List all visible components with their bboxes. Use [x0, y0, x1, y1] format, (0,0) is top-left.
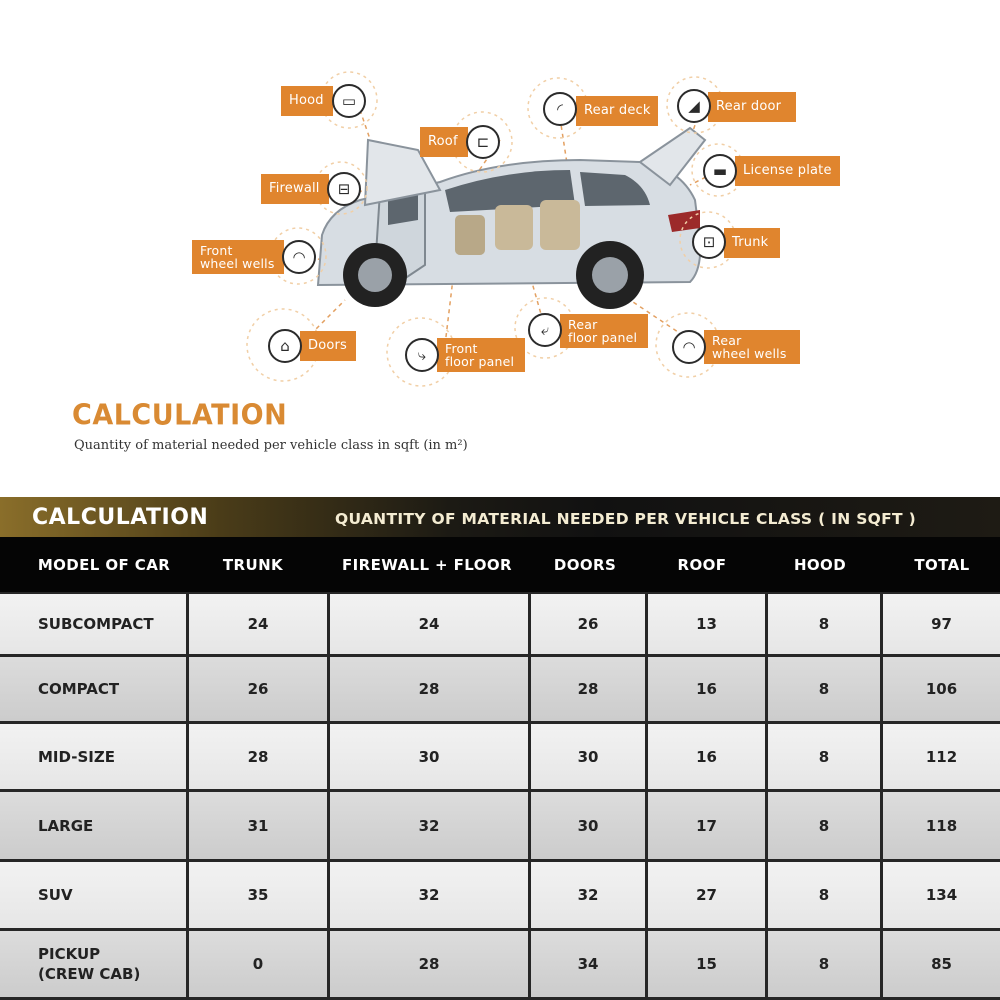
table-cell-doors: 30	[531, 792, 645, 859]
table-cell-roof: 27	[648, 862, 765, 928]
table-cell-total: 112	[883, 724, 1000, 789]
table-cell-firewall-floor: 32	[330, 792, 528, 859]
callout-firewall: Firewall	[261, 174, 329, 204]
front-floor-panel-icon: ⤷	[405, 338, 439, 372]
row-model-name: MID-SIZE	[0, 724, 186, 789]
callout-license-plate: License plate	[735, 156, 840, 186]
callout-rear-door: Rear door	[708, 92, 796, 122]
table-cell-total: 85	[883, 931, 1000, 997]
callout-hood: Hood	[281, 86, 333, 116]
callout-rear-deck: Rear deck	[576, 96, 658, 126]
row-model-name: SUV	[0, 862, 186, 928]
car-insulation-diagram	[0, 0, 1000, 395]
table-cell-trunk: 24	[189, 594, 327, 654]
firewall-icon: ⊟	[327, 172, 361, 206]
front-wheel-wells-icon: ◠	[282, 240, 316, 274]
car-body	[318, 128, 705, 309]
table-cell-total: 134	[883, 862, 1000, 928]
table-cell-doors: 30	[531, 724, 645, 789]
table-cell-hood: 8	[768, 931, 880, 997]
table-cell-firewall-floor: 32	[330, 862, 528, 928]
table-title: CALCULATION	[32, 505, 209, 530]
doors-icon: ⌂	[268, 329, 302, 363]
license-plate-icon: ▬	[703, 154, 737, 188]
rear-deck-icon: ◜	[543, 92, 577, 126]
table-cell-roof: 16	[648, 657, 765, 721]
column-header-trunk: TRUNK	[222, 555, 284, 574]
table-cell-hood: 8	[768, 657, 880, 721]
table-cell-trunk: 35	[189, 862, 327, 928]
table-cell-roof: 13	[648, 594, 765, 654]
trunk-icon: ⊡	[692, 225, 726, 259]
callout-roof: Roof	[420, 127, 468, 157]
table-cell-roof: 15	[648, 931, 765, 997]
row-model-name: LARGE	[0, 792, 186, 859]
table-cell-doors: 34	[531, 931, 645, 997]
table-cell-trunk: 31	[189, 792, 327, 859]
callout-rear-floor-panel: Rear floor panel	[560, 314, 648, 348]
table-cell-doors: 32	[531, 862, 645, 928]
rear-floor-panel-icon: ⤶	[528, 313, 562, 347]
column-header-hood: HOOD	[793, 555, 847, 574]
table-cell-firewall-floor: 28	[330, 931, 528, 997]
calculation-subtitle: Quantity of material needed per vehicle class in sqft (in m²)	[74, 438, 468, 453]
row-model-name: PICKUP (CREW CAB)	[0, 931, 186, 997]
table-cell-trunk: 26	[189, 657, 327, 721]
callout-rear-wheel-wells: Rear wheel wells	[704, 330, 800, 364]
table-cell-firewall-floor: 24	[330, 594, 528, 654]
column-header-total: TOTAL	[914, 555, 970, 574]
table-caption: QUANTITY OF MATERIAL NEEDED PER VEHICLE CLASS ( IN SQFT )	[335, 510, 916, 528]
table-cell-roof: 16	[648, 724, 765, 789]
table-cell-total: 97	[883, 594, 1000, 654]
material-table-body	[0, 592, 1000, 1000]
table-cell-trunk: 28	[189, 724, 327, 789]
car-illustration	[0, 0, 1000, 395]
table-cell-total: 118	[883, 792, 1000, 859]
table-cell-trunk: 0	[189, 931, 327, 997]
callout-front-floor-panel: Front floor panel	[437, 338, 525, 372]
table-cell-doors: 28	[531, 657, 645, 721]
table-cell-total: 106	[883, 657, 1000, 721]
table-cell-hood: 8	[768, 724, 880, 789]
callout-doors: Doors	[300, 331, 356, 361]
table-cell-hood: 8	[768, 792, 880, 859]
column-header-roof: ROOF	[677, 555, 727, 574]
callout-trunk: Trunk	[724, 228, 780, 258]
column-header-model-of-car: MODEL OF CAR	[37, 555, 171, 574]
row-model-name: COMPACT	[0, 657, 186, 721]
table-cell-hood: 8	[768, 862, 880, 928]
rear-door-icon: ◢	[677, 89, 711, 123]
roof-icon: ⊏	[466, 125, 500, 159]
table-cell-firewall-floor: 28	[330, 657, 528, 721]
row-model-name: SUBCOMPACT	[0, 594, 186, 654]
hood-icon: ▭	[332, 84, 366, 118]
callout-front-wheel-wells: Front wheel wells	[192, 240, 284, 274]
table-cell-hood: 8	[768, 594, 880, 654]
column-header-doors: DOORS	[553, 555, 617, 574]
table-cell-doors: 26	[531, 594, 645, 654]
calculation-heading: CALCULATION	[72, 399, 288, 432]
column-header-firewall-floor: FIREWALL + FLOOR	[342, 555, 512, 574]
table-cell-firewall-floor: 30	[330, 724, 528, 789]
table-cell-roof: 17	[648, 792, 765, 859]
rear-wheel-wells-icon: ◠	[672, 330, 706, 364]
